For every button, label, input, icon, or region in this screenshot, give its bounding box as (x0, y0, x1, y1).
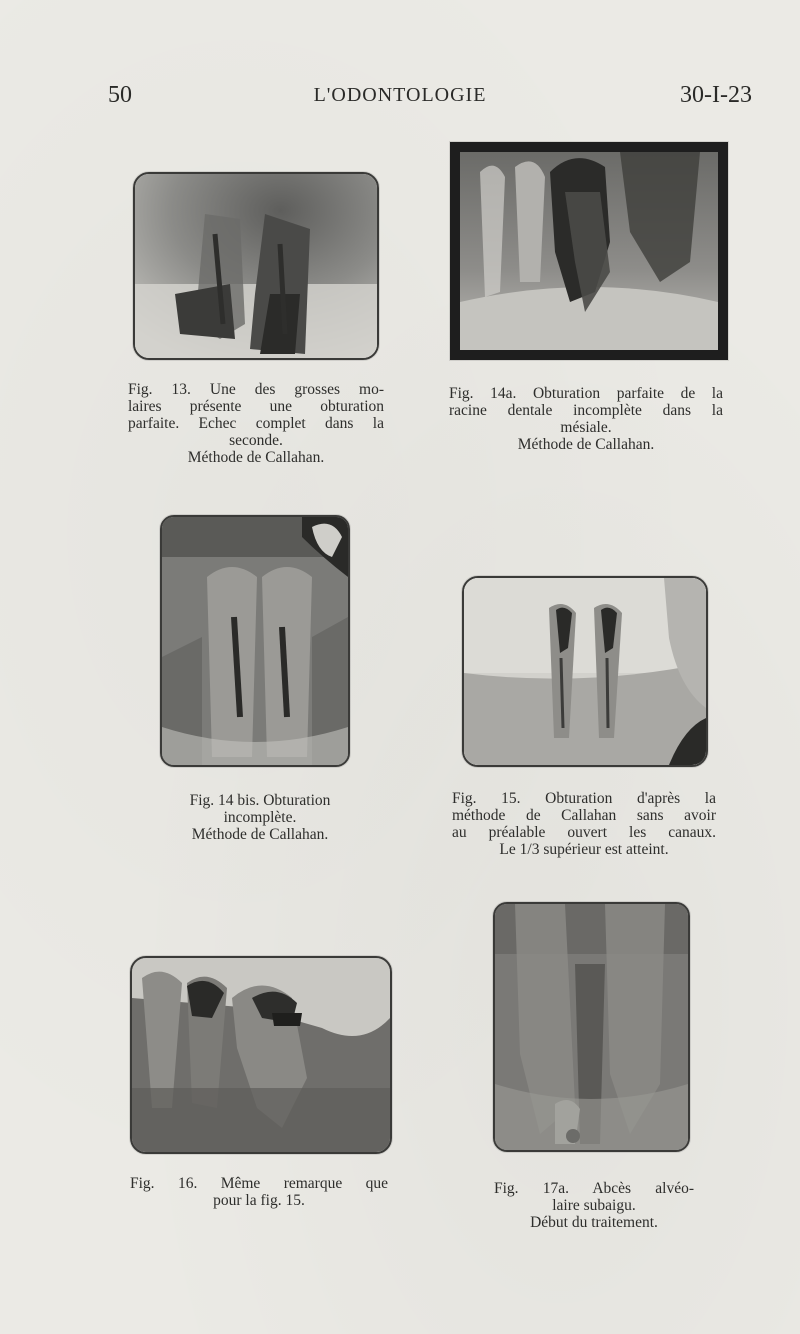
figure-15-caption (452, 790, 716, 858)
caption-line: Fig. 14a. Obturation parfaite de la (449, 385, 723, 402)
figure-14bis-caption (150, 792, 370, 843)
caption-line: méthode de Callahan sans avoir (452, 807, 716, 824)
figure-13-radiograph-image (133, 172, 379, 360)
page-number: 50 (108, 82, 132, 108)
caption-line: incomplète. (223, 809, 297, 826)
figure-17a-radiograph-image (493, 902, 690, 1152)
caption-line: Méthode de Callahan. (187, 449, 325, 466)
caption-line: laire subaigu. (552, 1197, 636, 1214)
figure-16-radiograph-image (130, 956, 392, 1154)
caption-line: parfaite. Echec complet dans la (128, 415, 384, 432)
caption-line: pour la fig. 15. (213, 1192, 305, 1209)
caption-line: Méthode de Callahan. (191, 826, 329, 843)
caption-line: Fig. 15. Obturation d'après la (452, 790, 716, 807)
caption-line: Le 1/3 supérieur est atteint. (499, 841, 669, 858)
caption-line: Fig. 17a. Abcès alvéo- (494, 1180, 694, 1197)
caption-line: Fig. 16. Même remarque que (130, 1175, 388, 1192)
caption-line: racine dentale incomplète dans la (449, 402, 723, 419)
page-header (0, 82, 800, 112)
caption-line: Fig. 13. Une des grosses mo- (128, 381, 384, 398)
figure-13-caption (128, 381, 384, 466)
figure-14a-caption (449, 385, 723, 453)
figure-14a-radiograph-image (450, 142, 728, 360)
figure-17a-caption (494, 1180, 694, 1231)
caption-line: au préalable ouvert les canaux. (452, 824, 716, 841)
figure-15-radiograph-image (462, 576, 708, 767)
caption-line: Méthode de Callahan. (517, 436, 655, 453)
issue-date: 30-I-23 (680, 82, 752, 108)
caption-line: laires présente une obturation (128, 398, 384, 415)
caption-line: mésiale. (560, 419, 612, 436)
caption-line: Fig. 14 bis. Obturation (189, 792, 331, 809)
caption-line: seconde. (229, 432, 283, 449)
figure-14bis-radiograph-image (160, 515, 350, 767)
running-title: L'ODONTOLOGIE (313, 84, 487, 106)
caption-line: Début du traitement. (530, 1214, 658, 1231)
figure-16-caption (130, 1175, 388, 1209)
